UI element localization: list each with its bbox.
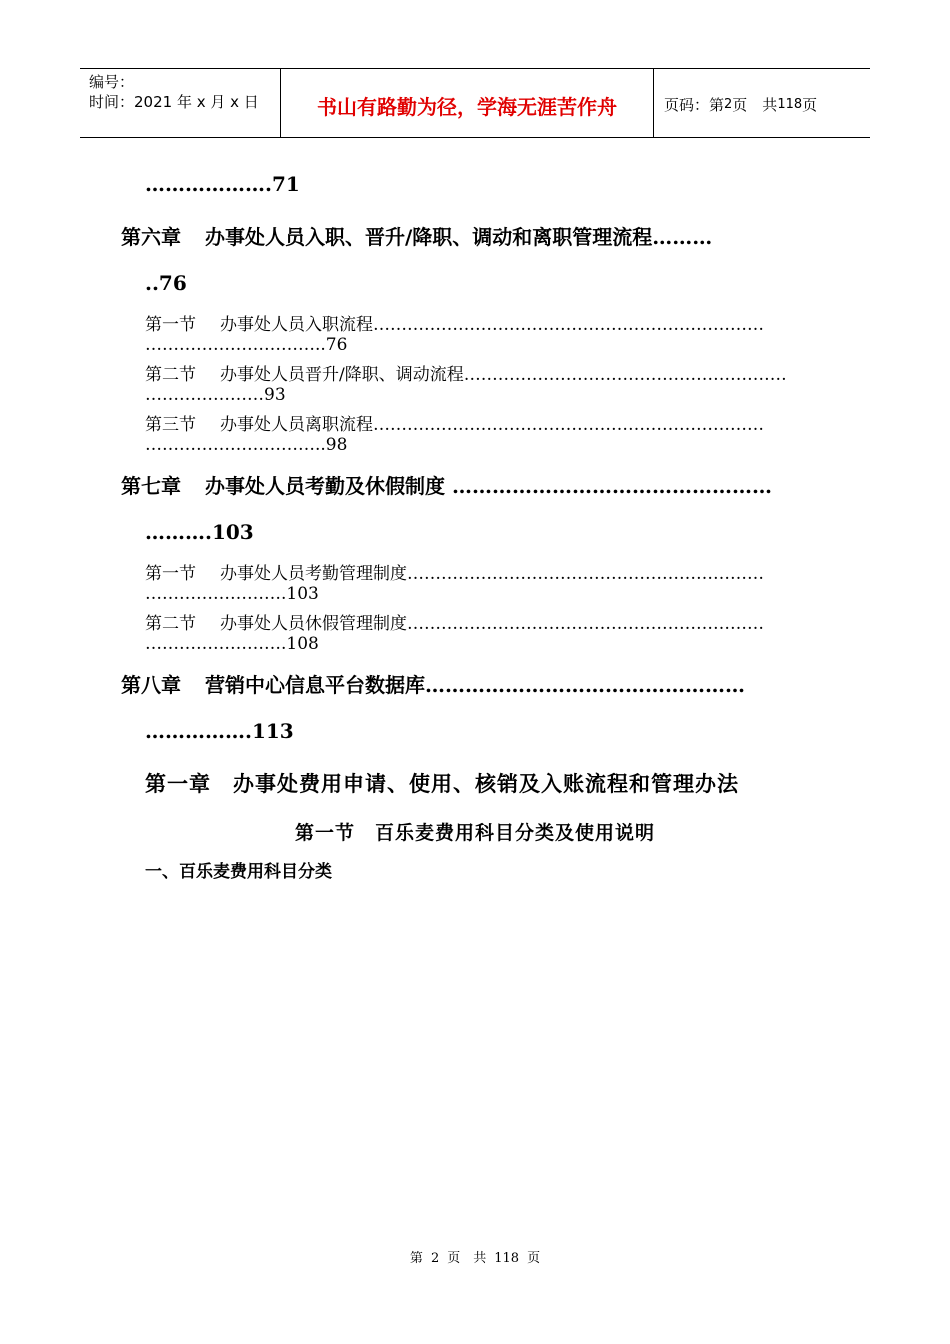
toc-ch7-section-2-page[interactable]: …………………….108 [145,634,319,654]
section-1-heading: 第一节 百乐麦费用科目分类及使用说明 [294,822,655,844]
chapter-1-heading: 第一章 办事处费用申请、使用、核销及入账流程和管理办法 [145,771,739,796]
toc-chapter-6-text: 办事处人员入职、晋升/降职、调动和离职管理流程……… [205,225,713,249]
toc-ch6-section-2[interactable] [145,360,787,385]
toc-chapter-6-label: 第六章 [121,225,181,249]
header-meta [80,69,281,137]
toc-section-text: 办事处人员晋升/降职、调动流程………………………………………………… [220,365,787,385]
toc-section-label: 第三节 [145,415,196,435]
toc-ch6-section-3[interactable] [145,410,764,435]
toc-ch6-section-2-page[interactable]: …………………93 [145,385,286,405]
toc-section-label: 第二节 [145,365,196,385]
toc-section-text: 办事处人员休假管理制度……………………………………………………… [220,614,764,634]
header-page-total: 118 [777,96,803,112]
page-footer [0,1247,950,1266]
toc-ch7-section-1[interactable] [145,559,764,584]
toc-continuation-71[interactable]: ……………….71 [145,172,300,196]
toc-section-label: 第二节 [145,614,196,634]
header-page-suffix: 页 [802,95,818,114]
toc-chapter-8-text: 营销中心信息平台数据库………………………………………… [205,673,745,697]
toc-chapter-7[interactable] [121,470,772,499]
toc-ch6-section-3-page[interactable]: …………………………..98 [145,435,348,455]
toc-chapter-7-text: 办事处人员考勤及休假制度 ………………………………………… [205,474,772,498]
toc-chapter-6-page[interactable]: ..76 [145,271,187,295]
footer-page: 2 [430,1251,440,1266]
header-page-prefix: 页码：第 [664,95,725,114]
toc-ch6-section-1[interactable] [145,310,764,335]
header-page-mid: 页 共 [732,95,778,114]
toc-section-label: 第一节 [145,315,196,335]
footer-suffix: 页 [527,1251,541,1266]
toc-chapter-8-label: 第八章 [121,673,181,697]
footer-prefix: 第 [409,1251,423,1266]
toc-chapter-6[interactable] [121,221,712,250]
toc-chapter-7-page[interactable]: ……….103 [145,520,254,544]
footer-mid: 页 共 [447,1251,487,1266]
toc-ch6-section-1-page[interactable]: …………………………..76 [145,335,348,355]
toc-chapter-7-label: 第七章 [121,474,181,498]
header-page-info [654,69,870,137]
toc-section-text: 办事处人员考勤管理制度……………………………………………………… [220,564,764,584]
serial-label: 编号： [89,73,135,91]
time-label: 时间：2021 年 x 月 x 日 [89,93,259,111]
footer-total: 118 [494,1251,520,1266]
toc-chapter-8-page[interactable]: …………….113 [145,719,294,743]
item-1-heading: 一、百乐麦费用科目分类 [145,862,332,882]
toc-ch7-section-1-page[interactable]: …………………….103 [145,584,319,604]
toc-section-text: 办事处人员离职流程…………………………………………………………… [220,415,764,435]
toc-chapter-8[interactable] [121,669,745,698]
header-page-num: 2 [724,96,733,112]
toc-section-label: 第一节 [145,564,196,584]
page-header [80,68,870,138]
toc-ch7-section-2[interactable] [145,609,764,634]
toc-section-text: 办事处人员入职流程…………………………………………………………… [220,315,764,335]
header-motto: 书山有路勤为径，学海无涯苦作舟 [281,69,654,137]
